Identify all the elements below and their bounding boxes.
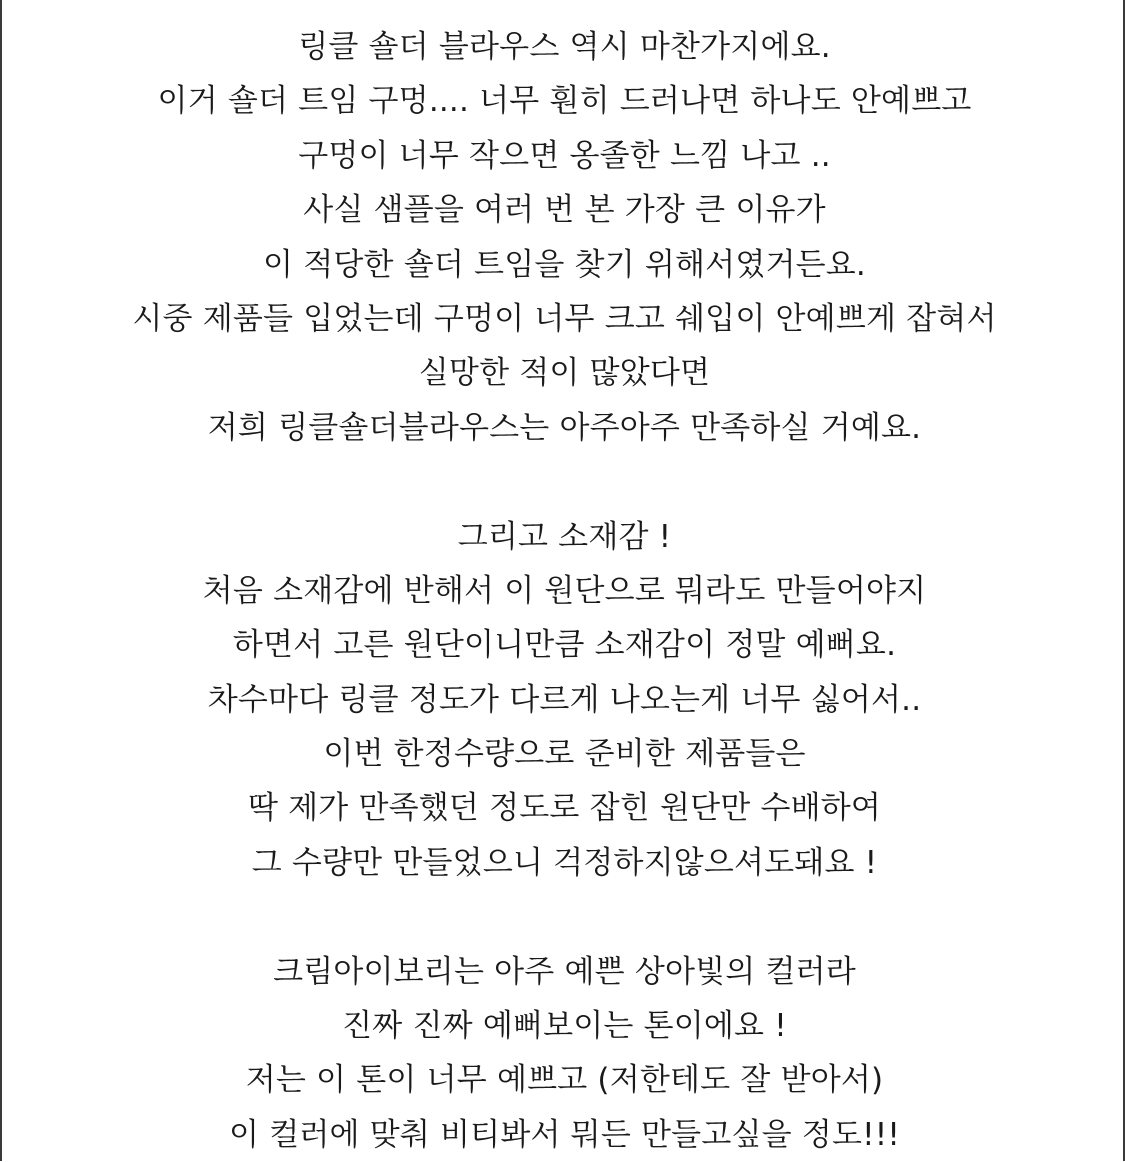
paragraph-spacer xyxy=(2,890,1125,944)
paragraph-color xyxy=(2,945,1125,1162)
document-body xyxy=(2,20,1125,1162)
text-line: 차수마다 링클 정도가 다르게 나오는게 너무 싫어서.. xyxy=(207,681,922,718)
text-line: 딱 제가 만족했던 정도로 잡힌 원단만 수배하여 xyxy=(247,790,882,827)
text-line: 실망한 적이 많았다면 xyxy=(418,355,711,392)
text-line: 구멍이 너무 작으면 옹졸한 느낌 나고 .. xyxy=(298,137,831,174)
text-line: 사실 샘플을 여러 번 본 가장 큰 이유가 xyxy=(303,192,826,229)
text-line: 이 적당한 숄더 트임을 찾기 위해서였거든요. xyxy=(263,246,866,283)
text-line: 처음 소재감에 반해서 이 원단으로 뭐라도 만들어야지 xyxy=(202,572,927,609)
paragraph-fabric-texture xyxy=(2,510,1125,891)
text-line: 크림아이보리는 아주 예쁜 상아빛의 컬러라 xyxy=(273,953,856,990)
text-line: 저희 링클숄더블라우스는 아주아주 만족하실 거예요. xyxy=(207,409,922,446)
text-line: 진짜 진짜 예뻐보이는 톤이에요 ! xyxy=(342,1008,787,1045)
text-line: 이거 숄더 트임 구멍.... 너무 훤히 드러나면 하나도 안예쁘고 xyxy=(157,83,972,120)
text-line: 저는 이 톤이 너무 예쁘고 (저한테도 잘 받아서) xyxy=(245,1062,884,1099)
text-line: 그 수량만 만들었으니 걱정하지않으셔도돼요 ! xyxy=(251,844,878,881)
text-line: 그리고 소재감 ! xyxy=(457,518,672,555)
text-line: 이번 한정수량으로 준비한 제품들은 xyxy=(323,736,806,773)
text-line: 시중 제품들 입었는데 구멍이 너무 크고 쉐입이 안예쁘게 잡혀서 xyxy=(132,300,997,337)
text-line: 이 컬러에 맞춰 비티봐서 뭐든 만들고싶을 정도!!! xyxy=(229,1116,900,1153)
text-line: 하면서 고른 원단이니만큼 소재감이 정말 예뻐요. xyxy=(232,627,897,664)
paragraph-shoulder-opening xyxy=(2,20,1125,455)
paragraph-spacer xyxy=(2,455,1125,509)
text-line: 링클 숄더 블라우스 역시 마찬가지에요. xyxy=(298,29,831,65)
